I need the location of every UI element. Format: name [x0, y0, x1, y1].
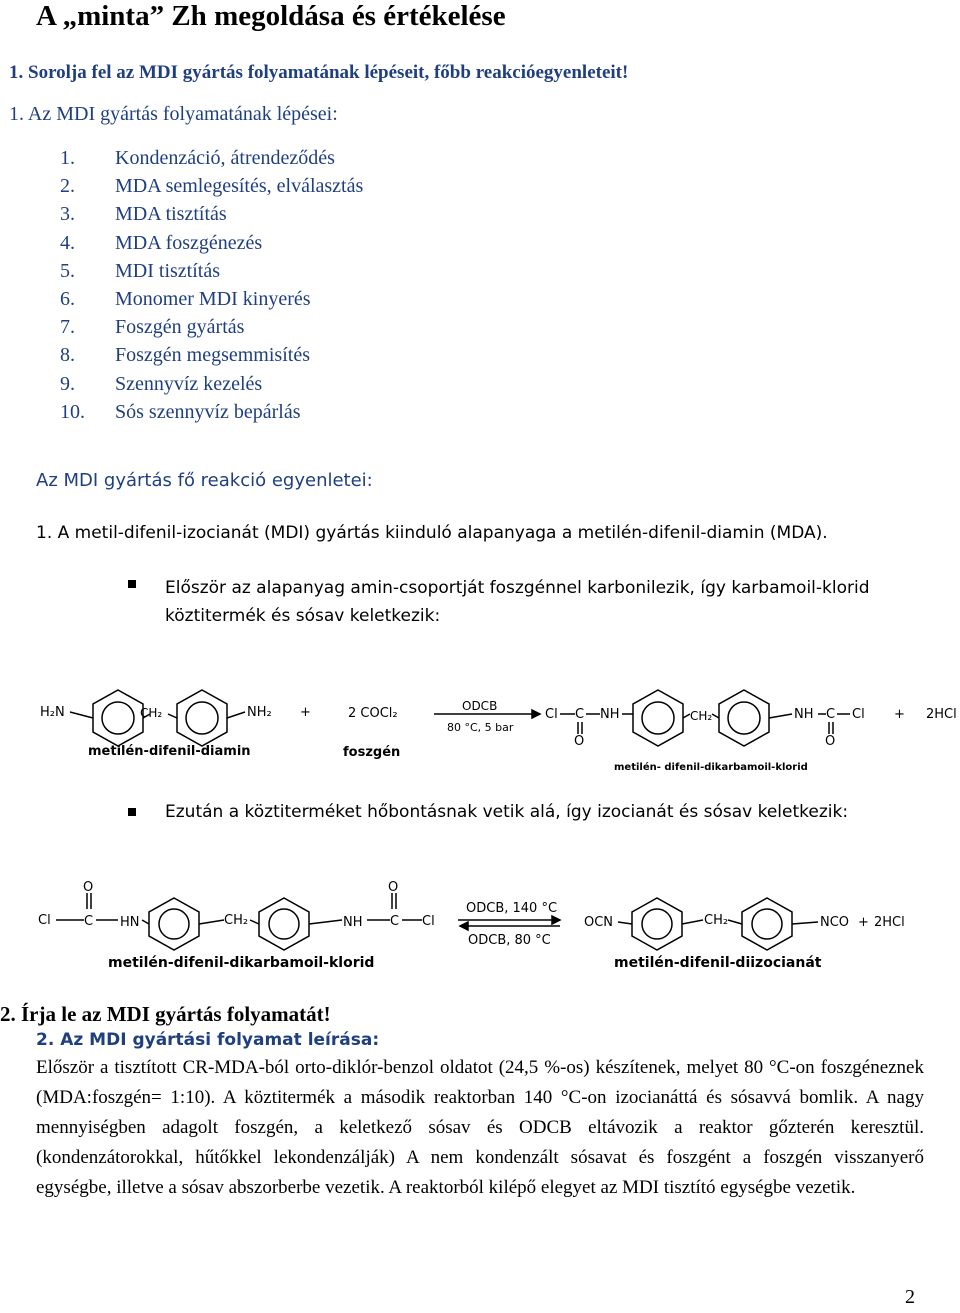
condition-top: ODCB	[462, 699, 498, 713]
step-text: Foszgén megsemmisítés	[115, 344, 310, 367]
step-text: MDA semlegesítés, elválasztás	[115, 175, 364, 198]
label-product: metilén-difenil-diizocianát	[614, 955, 822, 971]
description-body: Először a tisztított CR-MDA-ból orto-diklór-benzol oldatot (24,5 %-os) készítenek, melyet 80 °C-on foszgéneznek (MDA:foszgén= 1:10). A köztitermék a második reaktorban 140 °C-on izocianáttá és sósavvá bomlik. A nagy mennyiségben adagolt foszgén, a keletkező sósav és ODCB eltávozik a reaktor gőzterén keresztül. (kondenzátorokkal, hűtőkkel lekondenzálják) A nem kondenzált sósavat és foszgént a foszgén visszanyerő egységbe, illetve a sósav abszorberbe vezetik. A reaktorból kilépő elegyet az MDI tisztító egységbe vezetik.	[36, 1057, 924, 1198]
step-number: 1.	[60, 147, 75, 169]
formula-ch2: CH₂	[704, 913, 729, 928]
benzene-ring-circle	[642, 702, 674, 734]
steps-heading: 1. Az MDI gyártás folyamatának lépései:	[9, 103, 338, 125]
formula-o: O	[388, 880, 399, 895]
formula-o: O	[574, 734, 585, 749]
list-item	[60, 229, 363, 257]
formula-c: C	[390, 914, 400, 929]
formula-cl: Cl	[38, 913, 51, 928]
condition-bottom: ODCB, 80 °C	[468, 933, 551, 948]
formula-cl: Cl	[422, 914, 435, 929]
formula-c: C	[84, 914, 94, 929]
step-text: MDA tisztítás	[115, 203, 227, 226]
question-2: 2. Írja le az MDI gyártás folyamatát!	[0, 1002, 331, 1026]
formula-c: C	[575, 707, 585, 722]
steps-list	[60, 144, 363, 426]
step-number: 5.	[60, 259, 75, 282]
benzene-ring	[632, 898, 682, 950]
step-number: 2.	[60, 175, 75, 198]
benzene-ring-circle	[642, 909, 672, 939]
benzene-ring	[177, 690, 227, 746]
question-1: 1. Sorolja fel az MDI gyártás folyamatának lépéseit, főbb reakcióegyenleteit!	[9, 62, 629, 83]
benzene-ring-circle	[159, 909, 189, 939]
formula-c: C	[826, 707, 836, 722]
formula-ch2: CH₂	[224, 913, 249, 928]
benzene-ring-circle	[728, 702, 760, 734]
benzene-ring	[742, 898, 792, 950]
benzene-ring-circle	[752, 909, 782, 939]
reaction-2-scheme	[0, 876, 960, 976]
formula-cocl2: 2 COCl₂	[348, 706, 398, 721]
label-phosgene: foszgén	[343, 745, 401, 760]
step-text: Monomer MDI kinyerés	[115, 287, 311, 310]
formula-nh: NH	[600, 707, 620, 722]
formula-nco: NCO	[820, 915, 850, 930]
bullet-square-icon	[128, 580, 136, 588]
step-text: Sós szennyvíz bepárlás	[115, 400, 301, 423]
page-number: 2	[905, 1286, 915, 1308]
reaction-1-scheme	[0, 670, 960, 780]
label-product: metilén- difenil-dikarbamoil-klorid	[614, 762, 808, 773]
formula-ch2: CH₂	[140, 706, 163, 720]
benzene-ring	[93, 690, 143, 746]
benzene-ring-circle	[269, 909, 299, 939]
step-number: 9.	[60, 372, 75, 395]
step-text: Szennyvíz kezelés	[115, 372, 263, 395]
benzene-ring	[633, 690, 683, 746]
condition-top: ODCB, 140 °C	[466, 901, 558, 916]
list-item	[60, 313, 363, 341]
bullet-square-icon	[128, 808, 136, 816]
benzene-ring	[259, 898, 309, 950]
list-item	[60, 172, 363, 200]
formula-ocn: OCN	[584, 915, 614, 930]
plus-sign: +	[894, 707, 905, 722]
list-item	[60, 341, 363, 369]
benzene-ring-circle	[186, 702, 218, 734]
benzene-ring	[149, 898, 199, 950]
formula-h2n: H₂N	[40, 705, 65, 720]
formula-cl: Cl	[852, 707, 865, 722]
formula-ch2: CH₂	[690, 709, 713, 723]
formula-nh: NH	[343, 915, 363, 930]
benzene-ring-circle	[102, 702, 134, 734]
step-number: 8.	[60, 344, 75, 367]
point-1-text: 1. A metil-difenil-izocianát (MDI) gyártás kiinduló alapanyaga a metilén-difenil-diamin (MDA).	[36, 523, 828, 543]
description-heading: 2. Az MDI gyártási folyamat leírása:	[36, 1030, 380, 1050]
benzene-ring	[719, 690, 769, 746]
list-item	[60, 370, 363, 398]
condition-bottom: 80 °C, 5 bar	[447, 721, 514, 734]
step-number: 3.	[60, 203, 75, 226]
step-text: Kondenzáció, átrendeződés	[115, 147, 335, 169]
formula-hcl: 2HCl	[926, 707, 957, 722]
label-reactant: metilén-difenil-dikarbamoil-klorid	[108, 955, 375, 971]
list-item	[60, 257, 363, 285]
label-mda: metilén-difenil-diamin	[88, 744, 251, 759]
list-item	[60, 144, 363, 172]
bullet-2-text: Ezután a köztiterméket hőbontásnak vetik alá, így izocianát és sósav keletkezik:	[165, 802, 849, 822]
reaction-heading: Az MDI gyártás fő reakció egyenletei:	[36, 470, 373, 491]
formula-nh2: NH₂	[247, 705, 272, 720]
formula-nh: NH	[794, 707, 814, 722]
step-text: MDA foszgénezés	[115, 231, 263, 254]
formula-hn: HN	[120, 915, 140, 930]
list-item	[60, 200, 363, 228]
step-number: 7.	[60, 316, 75, 339]
step-number: 10.	[60, 400, 85, 423]
step-text: Foszgén gyártás	[115, 316, 245, 339]
list-item	[60, 398, 363, 426]
document-title: A „minta” Zh megoldása és értékelése	[36, 0, 506, 32]
list-item	[60, 285, 363, 313]
plus-sign: +	[300, 705, 311, 720]
formula-cl: Cl	[545, 707, 558, 722]
step-number: 4.	[60, 231, 75, 254]
plus-sign: +	[858, 915, 869, 930]
formula-hcl: 2HCl	[874, 915, 905, 930]
step-number: 6.	[60, 287, 75, 310]
formula-o: O	[83, 880, 94, 895]
bullet-1-text: Először az alapanyag amin-csoportját foszgénnel karbonilezik, így karbamoil-klorid köztitermék és sósav keletkezik:	[165, 578, 870, 626]
step-text: MDI tisztítás	[115, 259, 220, 282]
formula-o: O	[825, 734, 836, 749]
